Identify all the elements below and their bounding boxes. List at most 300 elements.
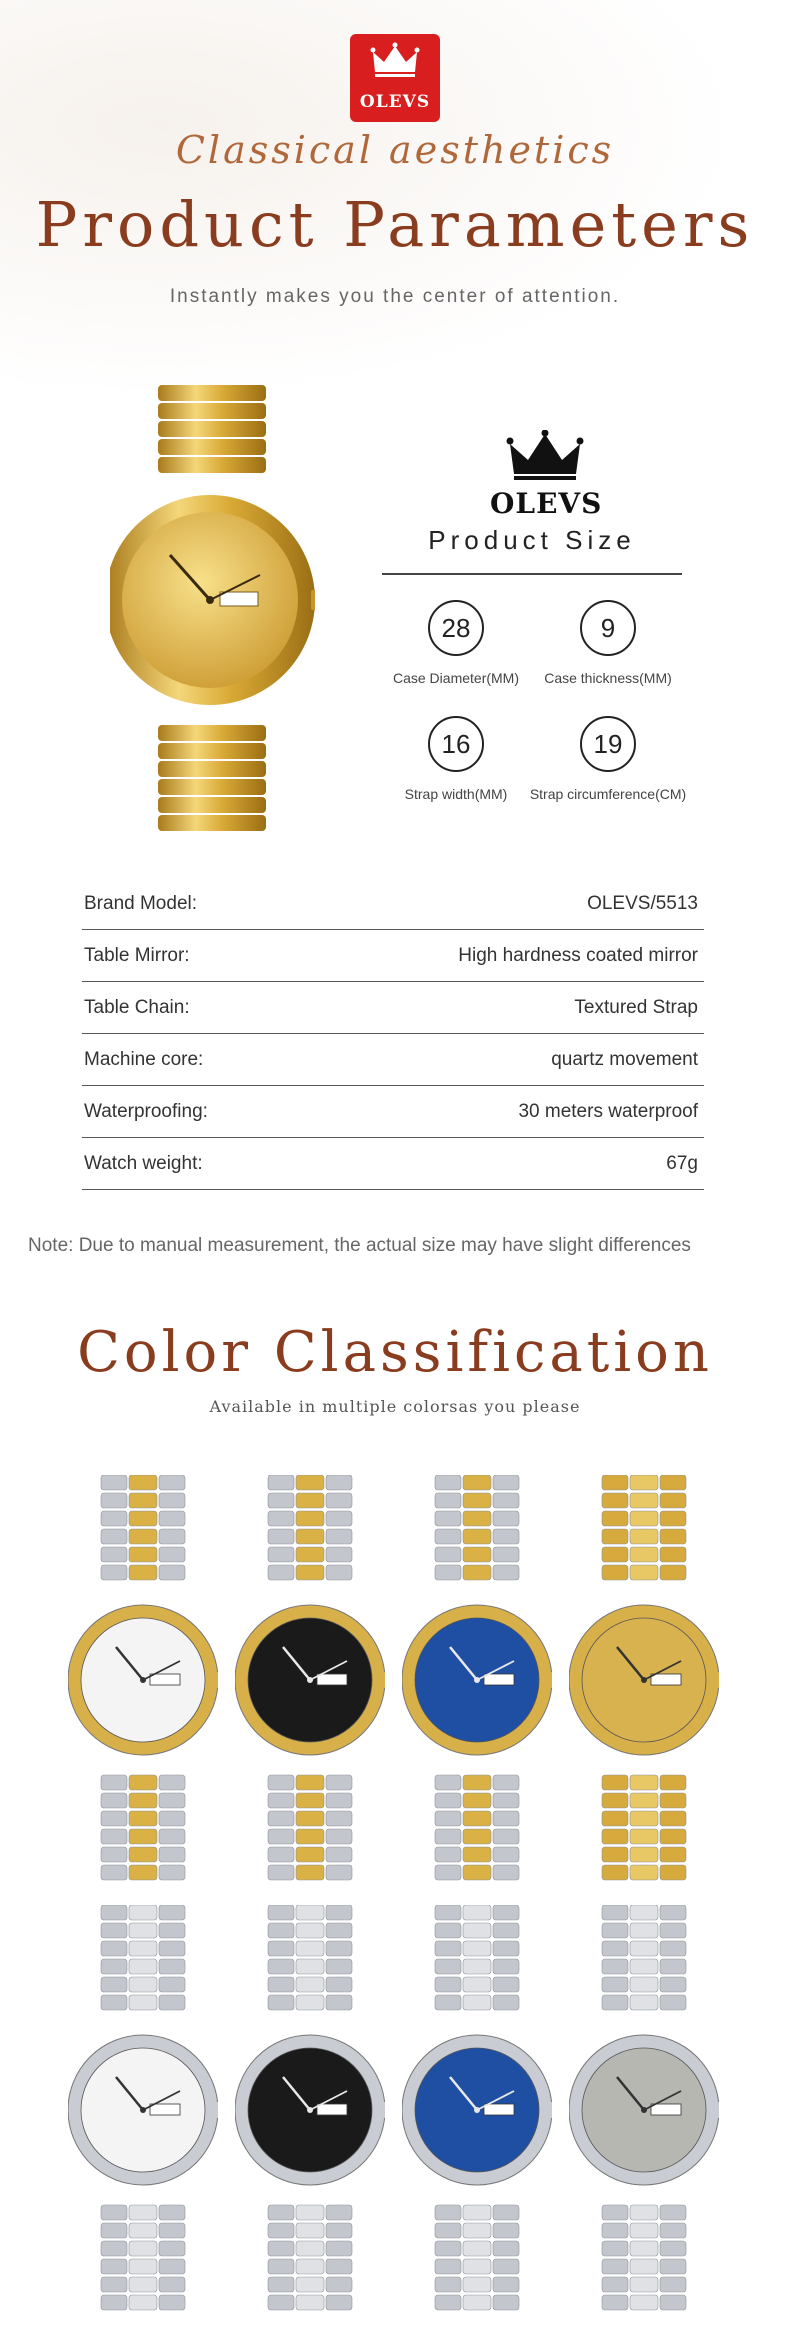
strap-link [435,1775,461,1790]
watch-variant-black-gold [235,1475,385,1885]
strap-link [268,2241,294,2256]
strap-circumference-label: Strap circumference(CM) [529,786,687,802]
strap-link [296,1977,324,1992]
strap-link [630,2259,658,2274]
strap-link [660,1811,686,1826]
strap-link [463,2295,491,2310]
strap-link [660,1847,686,1862]
strap-link [326,1977,352,1992]
size-panel-brand-text: OLEVS [490,487,603,520]
strap-link [101,1959,127,1974]
strap-link [602,1959,628,1974]
strap-link [326,1905,352,1920]
watch-crown [549,2102,552,2118]
strap-link [326,1493,352,1508]
hand-pin [474,1677,480,1683]
strap-link [660,1529,686,1544]
strap-link [463,1775,491,1790]
strap-link [296,2295,324,2310]
strap-link [326,1511,352,1526]
strap-link [296,2205,324,2220]
strap-link [101,1865,127,1880]
strap-link [463,1829,491,1844]
strap-link [493,2259,519,2274]
strap-link [463,2277,491,2292]
strap-link [296,1565,324,1580]
hero-watch-image [110,385,315,840]
strap-link [493,2295,519,2310]
strap-link [493,1475,519,1490]
strap-link [296,2259,324,2274]
strap-link [159,1995,185,2010]
strap-link [296,2277,324,2292]
strap-link [435,1493,461,1508]
strap-link [602,1829,628,1844]
strap-link [101,1475,127,1490]
strap-link [660,1511,686,1526]
logo-text: OLEVS [359,92,431,112]
strap-link [296,1493,324,1508]
spec-row [82,930,704,982]
strap-link [435,1547,461,1562]
strap-link [268,1811,294,1826]
strap-link [463,1905,491,1920]
strap-link [435,2223,461,2238]
strap-link [159,2223,185,2238]
strap-link [159,1475,185,1490]
watch-variant-grey-silver [569,1905,719,2315]
strap-link [101,1775,127,1790]
watch-crown [382,1672,385,1688]
strap-link [660,1793,686,1808]
strap-link [268,2259,294,2274]
strap-link [129,2295,157,2310]
strap-link [326,1475,352,1490]
strap-link [493,1793,519,1808]
strap-link [326,2205,352,2220]
color-section-subtitle: Available in multiple colorsas you please [209,1397,581,1416]
strap-link [435,1475,461,1490]
strap-link [602,1511,628,1526]
spec-row [82,1034,704,1086]
strap-link [129,1811,157,1826]
strap-link [129,1959,157,1974]
hand-pin [474,2107,480,2113]
strap-link [129,1493,157,1508]
strap-link [630,1905,658,1920]
strap-link [630,1995,658,2010]
strap-link [463,2259,491,2274]
strap-link [326,1995,352,2010]
spec-value: Textured Strap [574,996,698,1018]
spec-label: Machine core: [84,1048,204,1070]
strap-link [493,1905,519,1920]
strap-link [630,1493,658,1508]
strap-link [630,2277,658,2292]
strap-link [463,1959,491,1974]
strap-link [268,1905,294,1920]
strap-link [463,2205,491,2220]
strap-link [660,1941,686,1956]
watch-variant-blue-silver [402,1905,552,2315]
case-diameter-label: Case Diameter(MM) [392,670,519,686]
date-window [150,1674,180,1685]
strap-link [129,2241,157,2256]
strap-link [630,1811,658,1826]
strap-link [296,1923,324,1938]
strap-link [268,1793,294,1808]
strap-link [463,2223,491,2238]
strap-link [493,1847,519,1862]
strap-link [435,1565,461,1580]
strap-link [463,1941,491,1956]
strap-link [602,1775,628,1790]
strap-link [326,1865,352,1880]
strap-link [296,2241,324,2256]
spec-value: High hardness coated mirror [458,944,698,966]
strap-link [268,1475,294,1490]
spec-value: 67g [666,1152,698,1174]
strap-link [602,1865,628,1880]
strap-link [602,1847,628,1862]
strap-link [660,2277,686,2292]
strap-link [129,1977,157,1992]
strap-link [296,1775,324,1790]
case-thickness-value: 9 [580,600,636,656]
strap-link [435,1511,461,1526]
strap-link [129,1475,157,1490]
date-window [317,1674,347,1685]
strap-link [159,1511,185,1526]
strap-link [268,2205,294,2220]
strap-link [101,1995,127,2010]
strap-link [268,1959,294,1974]
strap-link [463,1923,491,1938]
strap-link [296,1829,324,1844]
strap-link [630,1829,658,1844]
strap-link [296,1529,324,1544]
strap-link [630,2241,658,2256]
page-title: Product Parameters [35,188,755,261]
strap-link [268,1547,294,1562]
strap-link [602,1905,628,1920]
strap-link [296,1865,324,1880]
strap-link [493,1565,519,1580]
strap-link [493,1493,519,1508]
strap-link [326,1547,352,1562]
strap-link [630,1565,658,1580]
strap-link [129,2223,157,2238]
strap-link [463,1995,491,2010]
spec-label: Watch weight: [84,1152,203,1174]
strap-link [101,1547,127,1562]
strap-link [129,1905,157,1920]
strap-link [602,1923,628,1938]
strap-link [660,2241,686,2256]
strap-link [159,1793,185,1808]
strap-link [435,2205,461,2220]
strap-link [602,1475,628,1490]
watch-crown [382,2102,385,2118]
page-subtitle: Instantly makes you the center of attention. [169,286,621,307]
strap-link [660,1865,686,1880]
strap-link [268,2295,294,2310]
strap-link [630,2205,658,2220]
strap-link [101,2205,127,2220]
strap-link [435,2259,461,2274]
hand-pin [140,2107,146,2113]
strap-link [101,1847,127,1862]
strap-link [660,2259,686,2274]
strap-link [630,1529,658,1544]
strap-link [602,1565,628,1580]
strap-link [463,1475,491,1490]
hand-pin [140,1677,146,1683]
hand-pin [641,2107,647,2113]
strap-link [660,1547,686,1562]
hand-pin [641,1677,647,1683]
strap-link [602,2259,628,2274]
strap-link [630,1547,658,1562]
strap-link [326,1811,352,1826]
strap-link [660,1905,686,1920]
strap-link [101,2241,127,2256]
strap-link [493,1529,519,1544]
strap-link [296,1905,324,1920]
spec-value: OLEVS/5513 [587,892,698,914]
strap-link [268,1565,294,1580]
strap-link [129,1995,157,2010]
strap-link [326,1829,352,1844]
strap-link [268,1493,294,1508]
strap-link [326,1847,352,1862]
strap-link [326,1923,352,1938]
strap-circumference-value: 19 [580,716,636,772]
strap-link [602,2277,628,2292]
strap-link [602,1793,628,1808]
strap-link [493,1511,519,1526]
strap-link [101,1923,127,1938]
strap-link [493,1977,519,1992]
strap-link [268,1775,294,1790]
strap-link [435,1977,461,1992]
strap-link [602,2241,628,2256]
strap-link [435,2241,461,2256]
strap-link [463,1493,491,1508]
strap-link [101,2277,127,2292]
strap-link [602,1977,628,1992]
case-diameter-value: 28 [428,600,484,656]
strap-link [296,1941,324,1956]
strap-link [129,1941,157,1956]
strap-link [326,2277,352,2292]
color-section-title: Color Classification [77,1320,713,1385]
divider [382,573,682,575]
strap-link [463,1793,491,1808]
strap-link [602,2295,628,2310]
strap-link [660,1775,686,1790]
strap-link [660,2295,686,2310]
strap-link [493,2241,519,2256]
date-window [317,2104,347,2115]
strap-link [602,1493,628,1508]
strap-link [101,1529,127,1544]
spec-label: Brand Model: [84,892,198,914]
strap-link [101,1511,127,1526]
strap-link [493,2277,519,2292]
strap-link [602,1941,628,1956]
strap-link [630,1959,658,1974]
strap-link [268,2223,294,2238]
strap-link [268,1529,294,1544]
strap-link [326,2241,352,2256]
strap-link [602,2205,628,2220]
strap-link [101,2295,127,2310]
spec-value: 30 meters waterproof [518,1100,698,1122]
date-window [651,1674,681,1685]
strap-link [159,2205,185,2220]
strap-link [493,1547,519,1562]
strap-link [159,1977,185,1992]
strap-link [493,1959,519,1974]
strap-link [435,2277,461,2292]
strap-link [435,1995,461,2010]
strap-link [602,1811,628,1826]
strap-link [493,1923,519,1938]
strap-link [435,1905,461,1920]
strap-link [268,1511,294,1526]
strap-link [493,1941,519,1956]
strap-link [296,1995,324,2010]
strap-link [493,1811,519,1826]
crown-icon [370,42,420,80]
strap-link [493,2205,519,2220]
watch-crown [215,2102,218,2118]
strap-link [435,1923,461,1938]
watch-crown [215,1672,218,1688]
strap-link [268,1923,294,1938]
strap-link [326,2295,352,2310]
spec-label: Table Chain: [84,996,190,1018]
strap-link [159,1547,185,1562]
strap-link [159,1493,185,1508]
strap-link [101,1565,127,1580]
strap-link [435,1811,461,1826]
strap-link [630,1775,658,1790]
strap-link [630,1793,658,1808]
strap-link [660,1565,686,1580]
strap-link [159,1811,185,1826]
strap-link [660,1475,686,1490]
strap-link [326,1529,352,1544]
strap-link [630,1923,658,1938]
strap-link [435,1793,461,1808]
strap-link [296,1847,324,1862]
strap-link [159,2277,185,2292]
case-thickness-label: Case thickness(MM) [544,670,672,686]
watch-variant-black-silver [235,1905,385,2315]
date-window [150,2104,180,2115]
strap-link [101,1793,127,1808]
strap-link [435,2295,461,2310]
strap-link [268,1829,294,1844]
strap-link [660,1977,686,1992]
strap-link [296,1511,324,1526]
strap-link [602,1995,628,2010]
strap-link [630,1511,658,1526]
strap-link [129,1775,157,1790]
strap-link [159,1829,185,1844]
strap-link [660,1829,686,1844]
strap-link [602,1529,628,1544]
strap-link [129,2277,157,2292]
strap-link [326,1565,352,1580]
strap-link [159,1565,185,1580]
strap-link [630,2295,658,2310]
strap-link [129,1529,157,1544]
strap-link [268,1865,294,1880]
strap-link [326,1775,352,1790]
strap-link [268,1977,294,1992]
strap-link [159,1905,185,1920]
strap-link [660,1493,686,1508]
strap-link [326,1959,352,1974]
strap-link [129,2259,157,2274]
strap-link [493,1829,519,1844]
spec-row [82,878,704,930]
spec-label: Waterproofing: [84,1100,208,1122]
strap-link [129,1547,157,1562]
strap-link [101,1493,127,1508]
strap-link [296,1959,324,1974]
strap-link [296,1547,324,1562]
strap-link [493,1995,519,2010]
strap-link [159,1865,185,1880]
watch-variant-blue-gold [402,1475,552,1885]
strap-link [101,1941,127,1956]
strap-link [463,2241,491,2256]
strap-link [101,1905,127,1920]
hand-pin [307,1677,313,1683]
strap-link [296,2223,324,2238]
brand-logo [350,34,440,122]
strap-link [660,1923,686,1938]
strap-link [463,1565,491,1580]
strap-link [268,1941,294,1956]
watch-crown [716,2102,719,2118]
strap-link [463,1529,491,1544]
strap-link [435,1959,461,1974]
strap-link [326,2259,352,2274]
strap-link [660,2205,686,2220]
strap-link [159,2295,185,2310]
strap-link [463,1977,491,1992]
strap-link [660,2223,686,2238]
strap-link [296,1811,324,1826]
strap-link [101,2223,127,2238]
size-panel-title: Product Size [428,525,636,555]
strap-link [159,2241,185,2256]
strap-link [630,1865,658,1880]
strap-link [630,1941,658,1956]
strap-link [159,2259,185,2274]
watch-crown [549,1672,552,1688]
strap-link [435,1847,461,1862]
watch-variant-white-silver [68,1905,218,2315]
strap-link [268,1995,294,2010]
date-window [484,2104,514,2115]
strap-link [268,2277,294,2292]
